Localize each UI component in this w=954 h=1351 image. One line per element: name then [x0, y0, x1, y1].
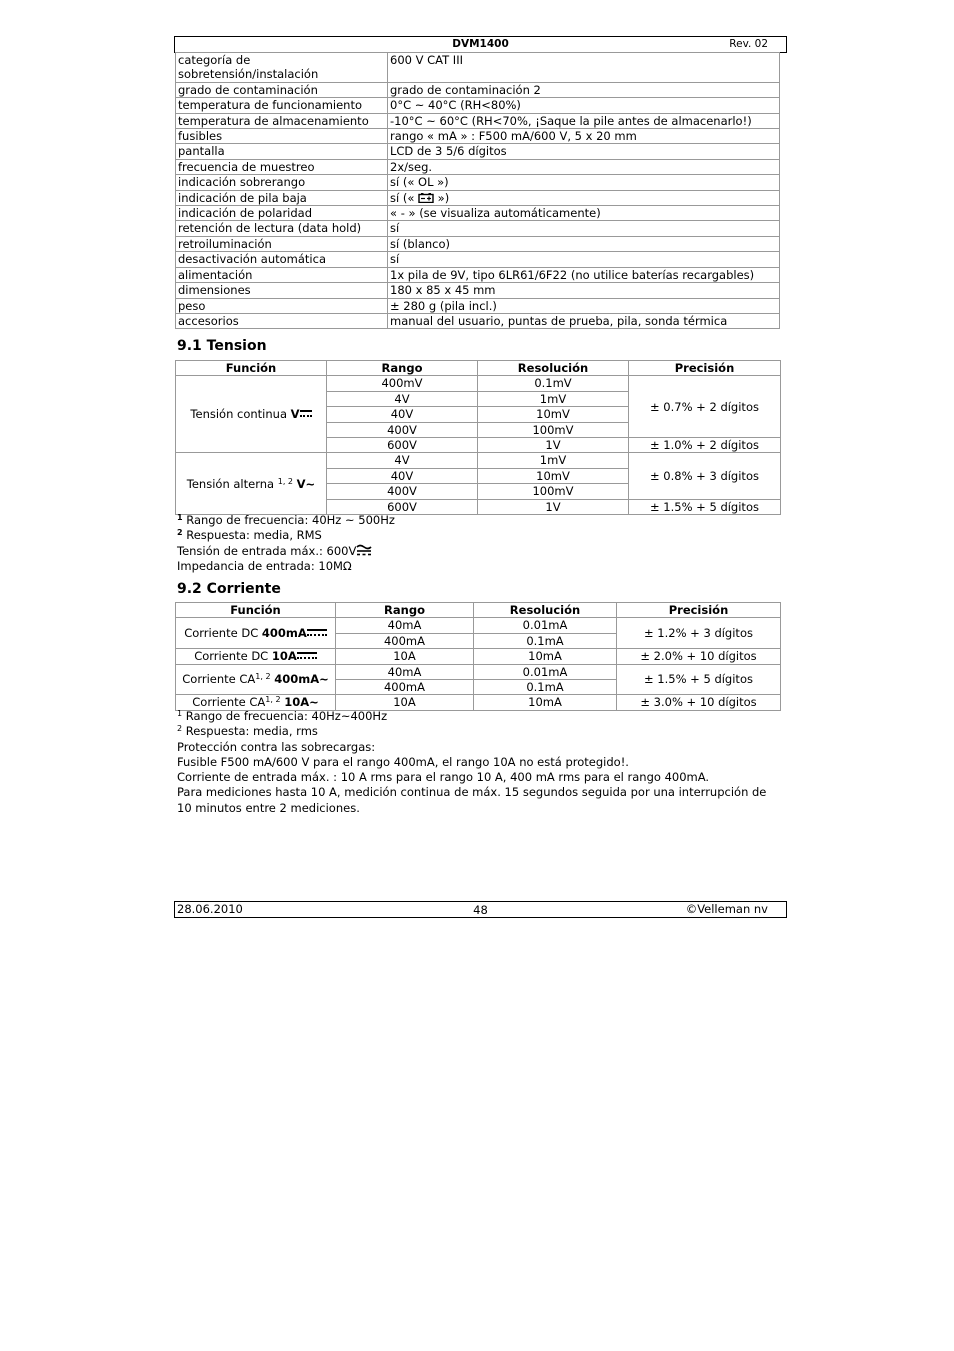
corriente-notes	[177, 709, 782, 816]
range-cell: 400V	[327, 422, 478, 437]
page-footer	[174, 901, 787, 918]
battery-icon	[418, 193, 434, 203]
col-header-resolucion: Resolución	[478, 361, 629, 376]
spec-value: sí (blanco)	[388, 236, 780, 251]
resolution-cell: 0.1mA	[474, 680, 617, 695]
dc-current-10a-label: Corriente DC 10A	[176, 649, 336, 664]
spec-label: pantalla	[176, 144, 388, 159]
precision-cell: ± 0.7% + 2 dígitos	[629, 376, 781, 438]
spec-value: manual del usuario, puntas de prueba, pila, sonda térmica	[388, 313, 780, 328]
resolution-cell: 1V	[478, 499, 629, 514]
range-cell: 10A	[336, 649, 474, 664]
spec-label: frecuencia de muestreo	[176, 159, 388, 174]
col-header-funcion: Función	[176, 603, 336, 618]
spec-label: indicación sobrerango	[176, 175, 388, 190]
resolution-cell: 1mV	[478, 391, 629, 406]
footer-copyright: ©Velleman nv	[685, 902, 768, 916]
resolution-cell: 0.01mA	[474, 618, 617, 633]
resolution-cell: 1mV	[478, 453, 629, 468]
resolution-cell: 0.1mV	[478, 376, 629, 391]
footer-date: 28.06.2010	[177, 902, 243, 916]
range-cell: 4V	[327, 391, 478, 406]
corriente-table	[175, 602, 781, 711]
spec-row	[176, 221, 780, 236]
spec-value: sí	[388, 221, 780, 236]
note: $^1$ Rango de frecuencia: 40Hz ~ 500Hz	[177, 513, 395, 527]
range-cell: 600V	[327, 438, 478, 453]
note: Protección contra las sobrecargas:	[177, 739, 376, 754]
resolution-cell: 10mV	[478, 407, 629, 422]
resolution-cell: 10mA	[474, 695, 617, 710]
spec-row	[176, 267, 780, 282]
spec-value: grado de contaminación 2	[388, 82, 780, 97]
spec-value: 180 x 85 x 45 mm	[388, 283, 780, 298]
range-cell: 40V	[327, 407, 478, 422]
spec-row	[176, 53, 780, 83]
range-cell: 400V	[327, 484, 478, 499]
note: Tensión de entrada máx.: 600V	[177, 544, 395, 559]
note: $^1$ Rango de frecuencia: 40Hz~400Hz	[177, 709, 388, 723]
col-header-resolucion: Resolución	[474, 603, 617, 618]
col-header-precision: Precisión	[629, 361, 781, 376]
tension-table	[175, 360, 781, 515]
tension-notes	[177, 513, 395, 574]
dc-symbol-icon	[300, 410, 312, 417]
spec-table	[175, 52, 780, 329]
spec-value: -10°C ~ 60°C (RH<70%, ¡Saque la pile antes de almacenarlo!)	[388, 113, 780, 128]
spec-row	[176, 313, 780, 328]
spec-label: retroiluminación	[176, 236, 388, 251]
col-header-funcion: Función	[176, 361, 327, 376]
spec-value: 0°C ~ 40°C (RH<80%)	[388, 98, 780, 113]
spec-label: accesorios	[176, 313, 388, 328]
ac-dc-symbol-icon	[356, 544, 372, 556]
precision-cell: ± 1.5% + 5 dígitos	[629, 499, 781, 514]
section-heading-corriente: 9.2 Corriente	[177, 581, 281, 597]
spec-value: sí	[388, 252, 780, 267]
revision: Rev. 02	[729, 38, 768, 50]
spec-row	[176, 236, 780, 251]
spec-label: alimentación	[176, 267, 388, 282]
range-cell: 40mA	[336, 618, 474, 633]
precision-cell: ± 2.0% + 10 dígitos	[617, 649, 781, 664]
spec-value: 600 V CAT III	[388, 53, 780, 83]
spec-row	[176, 82, 780, 97]
spec-row	[176, 283, 780, 298]
spec-row	[176, 98, 780, 113]
spec-label: temperatura de almacenamiento	[176, 113, 388, 128]
spec-value: ± 280 g (pila incl.)	[388, 298, 780, 313]
precision-cell: ± 3.0% + 10 dígitos	[617, 695, 781, 710]
range-cell: 400mA	[336, 633, 474, 648]
spec-label: temperatura de funcionamiento	[176, 98, 388, 113]
spec-value: sí (« OL »)	[388, 175, 780, 190]
range-cell: 40V	[327, 468, 478, 483]
range-cell: 40mA	[336, 664, 474, 679]
spec-label: desactivación automática	[176, 252, 388, 267]
resolution-cell: 10mV	[478, 468, 629, 483]
spec-label: indicación de polaridad	[176, 206, 388, 221]
spec-row	[176, 175, 780, 190]
page-number: 48	[473, 903, 488, 917]
note: Para mediciones hasta 10 A, medición continua de máx. 15 segundos seguida por una interrupción de 10 minutos entre 2 mediciones.	[177, 785, 767, 815]
ac-current-400ma-label: Corriente CA$^{1, 2}$ 400mA~	[176, 664, 336, 695]
spec-row	[176, 252, 780, 267]
note: Fusible F500 mA/600 V para el rango 400mA, el rango 10A no está protegido!.	[177, 754, 629, 769]
dc-symbol-icon	[307, 629, 327, 636]
page-header	[174, 36, 787, 53]
range-cell: 10A	[336, 695, 474, 710]
spec-row	[176, 159, 780, 174]
spec-row	[176, 206, 780, 221]
precision-cell: ± 1.2% + 3 dígitos	[617, 618, 781, 649]
range-cell: 600V	[327, 499, 478, 514]
range-cell: 400mA	[336, 680, 474, 695]
note: $^2$ Respuesta: media, RMS	[177, 528, 322, 543]
ac-current-10a-label: Corriente CA$^{1, 2}$ 10A~	[176, 695, 336, 710]
spec-row	[176, 113, 780, 128]
range-cell: 4V	[327, 453, 478, 468]
spec-label: indicación de pila baja	[176, 190, 388, 205]
spec-label: peso	[176, 298, 388, 313]
col-header-rango: Rango	[327, 361, 478, 376]
spec-label: dimensiones	[176, 283, 388, 298]
resolution-cell: 10mA	[474, 649, 617, 664]
note: Corriente de entrada máx. : 10 A rms para el rango 10 A, 400 mA rms para el rango 400mA.	[177, 770, 710, 785]
resolution-cell: 1V	[478, 438, 629, 453]
spec-value: 1x pila de 9V, tipo 6LR61/6F22 (no utilice baterías recargables)	[388, 267, 780, 282]
resolution-cell: 100mV	[478, 484, 629, 499]
precision-cell: ± 1.5% + 5 dígitos	[617, 664, 781, 695]
spec-row	[176, 129, 780, 144]
spec-row	[176, 298, 780, 313]
resolution-cell: 0.01mA	[474, 664, 617, 679]
spec-value: rango « mA » : F500 mA/600 V, 5 x 20 mm	[388, 129, 780, 144]
section-heading-tension: 9.1 Tension	[177, 338, 267, 354]
spec-value: sí (« »)	[388, 190, 780, 205]
resolution-cell: 100mV	[478, 422, 629, 437]
spec-value: LCD de 3 5/6 dígitos	[388, 144, 780, 159]
spec-value: « - » (se visualiza automáticamente)	[388, 206, 780, 221]
spec-row	[176, 144, 780, 159]
spec-label: categoría de sobretensión/instalación	[176, 53, 388, 83]
spec-label: retención de lectura (data hold)	[176, 221, 388, 236]
precision-cell: ± 0.8% + 3 dígitos	[629, 453, 781, 499]
ac-voltage-label: Tensión alterna $^{1, 2}$ V~	[176, 453, 327, 515]
col-header-precision: Precisión	[617, 603, 781, 618]
spec-label: grado de contaminación	[176, 82, 388, 97]
resolution-cell: 0.1mA	[474, 633, 617, 648]
spec-row	[176, 190, 780, 205]
dc-voltage-label: Tensión continua V	[176, 376, 327, 453]
note: Impedancia de entrada: 10MΩ	[177, 558, 352, 573]
note: $^2$ Respuesta: media, rms	[177, 724, 318, 739]
spec-label: fusibles	[176, 129, 388, 144]
spec-value: 2x/seg.	[388, 159, 780, 174]
col-header-rango: Rango	[336, 603, 474, 618]
dc-symbol-icon	[297, 652, 317, 659]
range-cell: 400mV	[327, 376, 478, 391]
precision-cell: ± 1.0% + 2 dígitos	[629, 438, 781, 453]
document-code: DVM1400	[452, 38, 509, 50]
dc-current-400ma-label: Corriente DC 400mA	[176, 618, 336, 649]
